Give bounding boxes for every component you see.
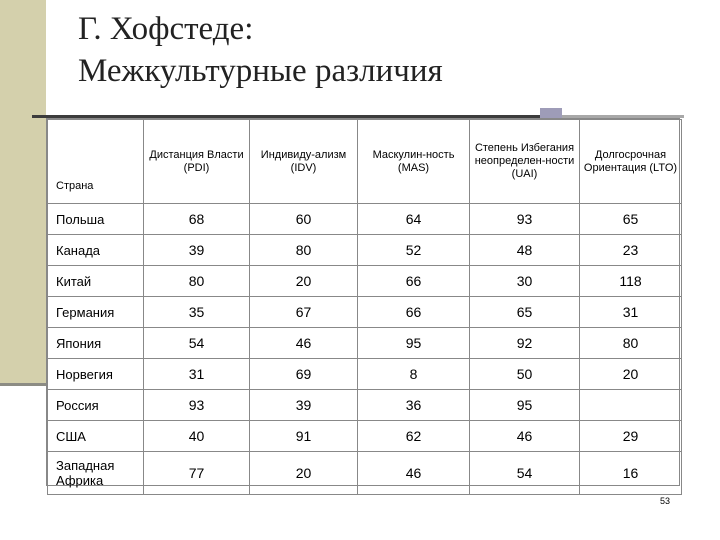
- decorative-side-bar-tail: [0, 383, 46, 386]
- cell-mas: 46: [358, 452, 470, 495]
- table-row: [48, 266, 682, 297]
- cell-mas: 64: [358, 204, 470, 235]
- cell-uai: 50: [470, 359, 580, 390]
- header-lto: Долгосрочная Ориентация (LTO): [580, 120, 682, 204]
- data-table: [47, 119, 682, 495]
- table-row: [48, 204, 682, 235]
- cell-country: Япония: [48, 328, 144, 359]
- cell-mas: 8: [358, 359, 470, 390]
- table-row: [48, 297, 682, 328]
- cell-lto: 80: [580, 328, 682, 359]
- cell-idv: 20: [250, 452, 358, 495]
- cell-mas: 95: [358, 328, 470, 359]
- slide-title-line-1: Г. Хофстеде:: [78, 11, 254, 47]
- cell-mas: 36: [358, 390, 470, 421]
- cell-country: Россия: [48, 390, 144, 421]
- cell-idv: 46: [250, 328, 358, 359]
- table-row: [48, 452, 682, 495]
- cell-mas: 62: [358, 421, 470, 452]
- cell-pdi: 80: [144, 266, 250, 297]
- cell-mas: 52: [358, 235, 470, 266]
- cell-uai: 93: [470, 204, 580, 235]
- cell-country: США: [48, 421, 144, 452]
- table-row: [48, 390, 682, 421]
- slide-title: [78, 8, 443, 92]
- cell-lto: 23: [580, 235, 682, 266]
- cell-lto: 118: [580, 266, 682, 297]
- cell-country: Канада: [48, 235, 144, 266]
- cell-idv: 91: [250, 421, 358, 452]
- cell-lto: 31: [580, 297, 682, 328]
- cell-idv: 80: [250, 235, 358, 266]
- cell-country: Норвегия: [48, 359, 144, 390]
- cell-idv: 39: [250, 390, 358, 421]
- table-row: [48, 359, 682, 390]
- cell-uai: 95: [470, 390, 580, 421]
- cell-mas: 66: [358, 266, 470, 297]
- header-idv: Индивиду-ализм (IDV): [250, 120, 358, 204]
- cell-lto: [580, 390, 682, 421]
- cell-mas: 66: [358, 297, 470, 328]
- table-row: [48, 328, 682, 359]
- cell-country: Германия: [48, 297, 144, 328]
- cell-country: Западная Африка: [48, 452, 144, 495]
- slide-title-line-2: Межкультурные различия: [78, 53, 443, 89]
- table-row: [48, 235, 682, 266]
- cell-uai: 46: [470, 421, 580, 452]
- table-row: [48, 421, 682, 452]
- cell-lto: 16: [580, 452, 682, 495]
- cell-idv: 20: [250, 266, 358, 297]
- cell-pdi: 35: [144, 297, 250, 328]
- header-mas: Маскулин-ность (MAS): [358, 120, 470, 204]
- cell-pdi: 31: [144, 359, 250, 390]
- cell-pdi: 54: [144, 328, 250, 359]
- cell-idv: 67: [250, 297, 358, 328]
- hofstede-table: [46, 118, 680, 486]
- cell-pdi: 93: [144, 390, 250, 421]
- cell-uai: 92: [470, 328, 580, 359]
- cell-lto: 20: [580, 359, 682, 390]
- header-country: Страна: [48, 120, 144, 204]
- cell-lto: 65: [580, 204, 682, 235]
- header-uai: Степень Избегания неопределен-ности (UAI): [470, 120, 580, 204]
- cell-pdi: 77: [144, 452, 250, 495]
- cell-country: Китай: [48, 266, 144, 297]
- cell-pdi: 39: [144, 235, 250, 266]
- cell-uai: 54: [470, 452, 580, 495]
- cell-uai: 48: [470, 235, 580, 266]
- cell-uai: 65: [470, 297, 580, 328]
- decorative-side-bar: [0, 0, 46, 383]
- header-pdi: Дистанция Власти (PDI): [144, 120, 250, 204]
- cell-pdi: 68: [144, 204, 250, 235]
- page-number: 53: [660, 496, 671, 506]
- cell-idv: 60: [250, 204, 358, 235]
- cell-uai: 30: [470, 266, 580, 297]
- cell-pdi: 40: [144, 421, 250, 452]
- cell-idv: 69: [250, 359, 358, 390]
- cell-lto: 29: [580, 421, 682, 452]
- cell-country: Польша: [48, 204, 144, 235]
- table-header-row: [48, 120, 682, 204]
